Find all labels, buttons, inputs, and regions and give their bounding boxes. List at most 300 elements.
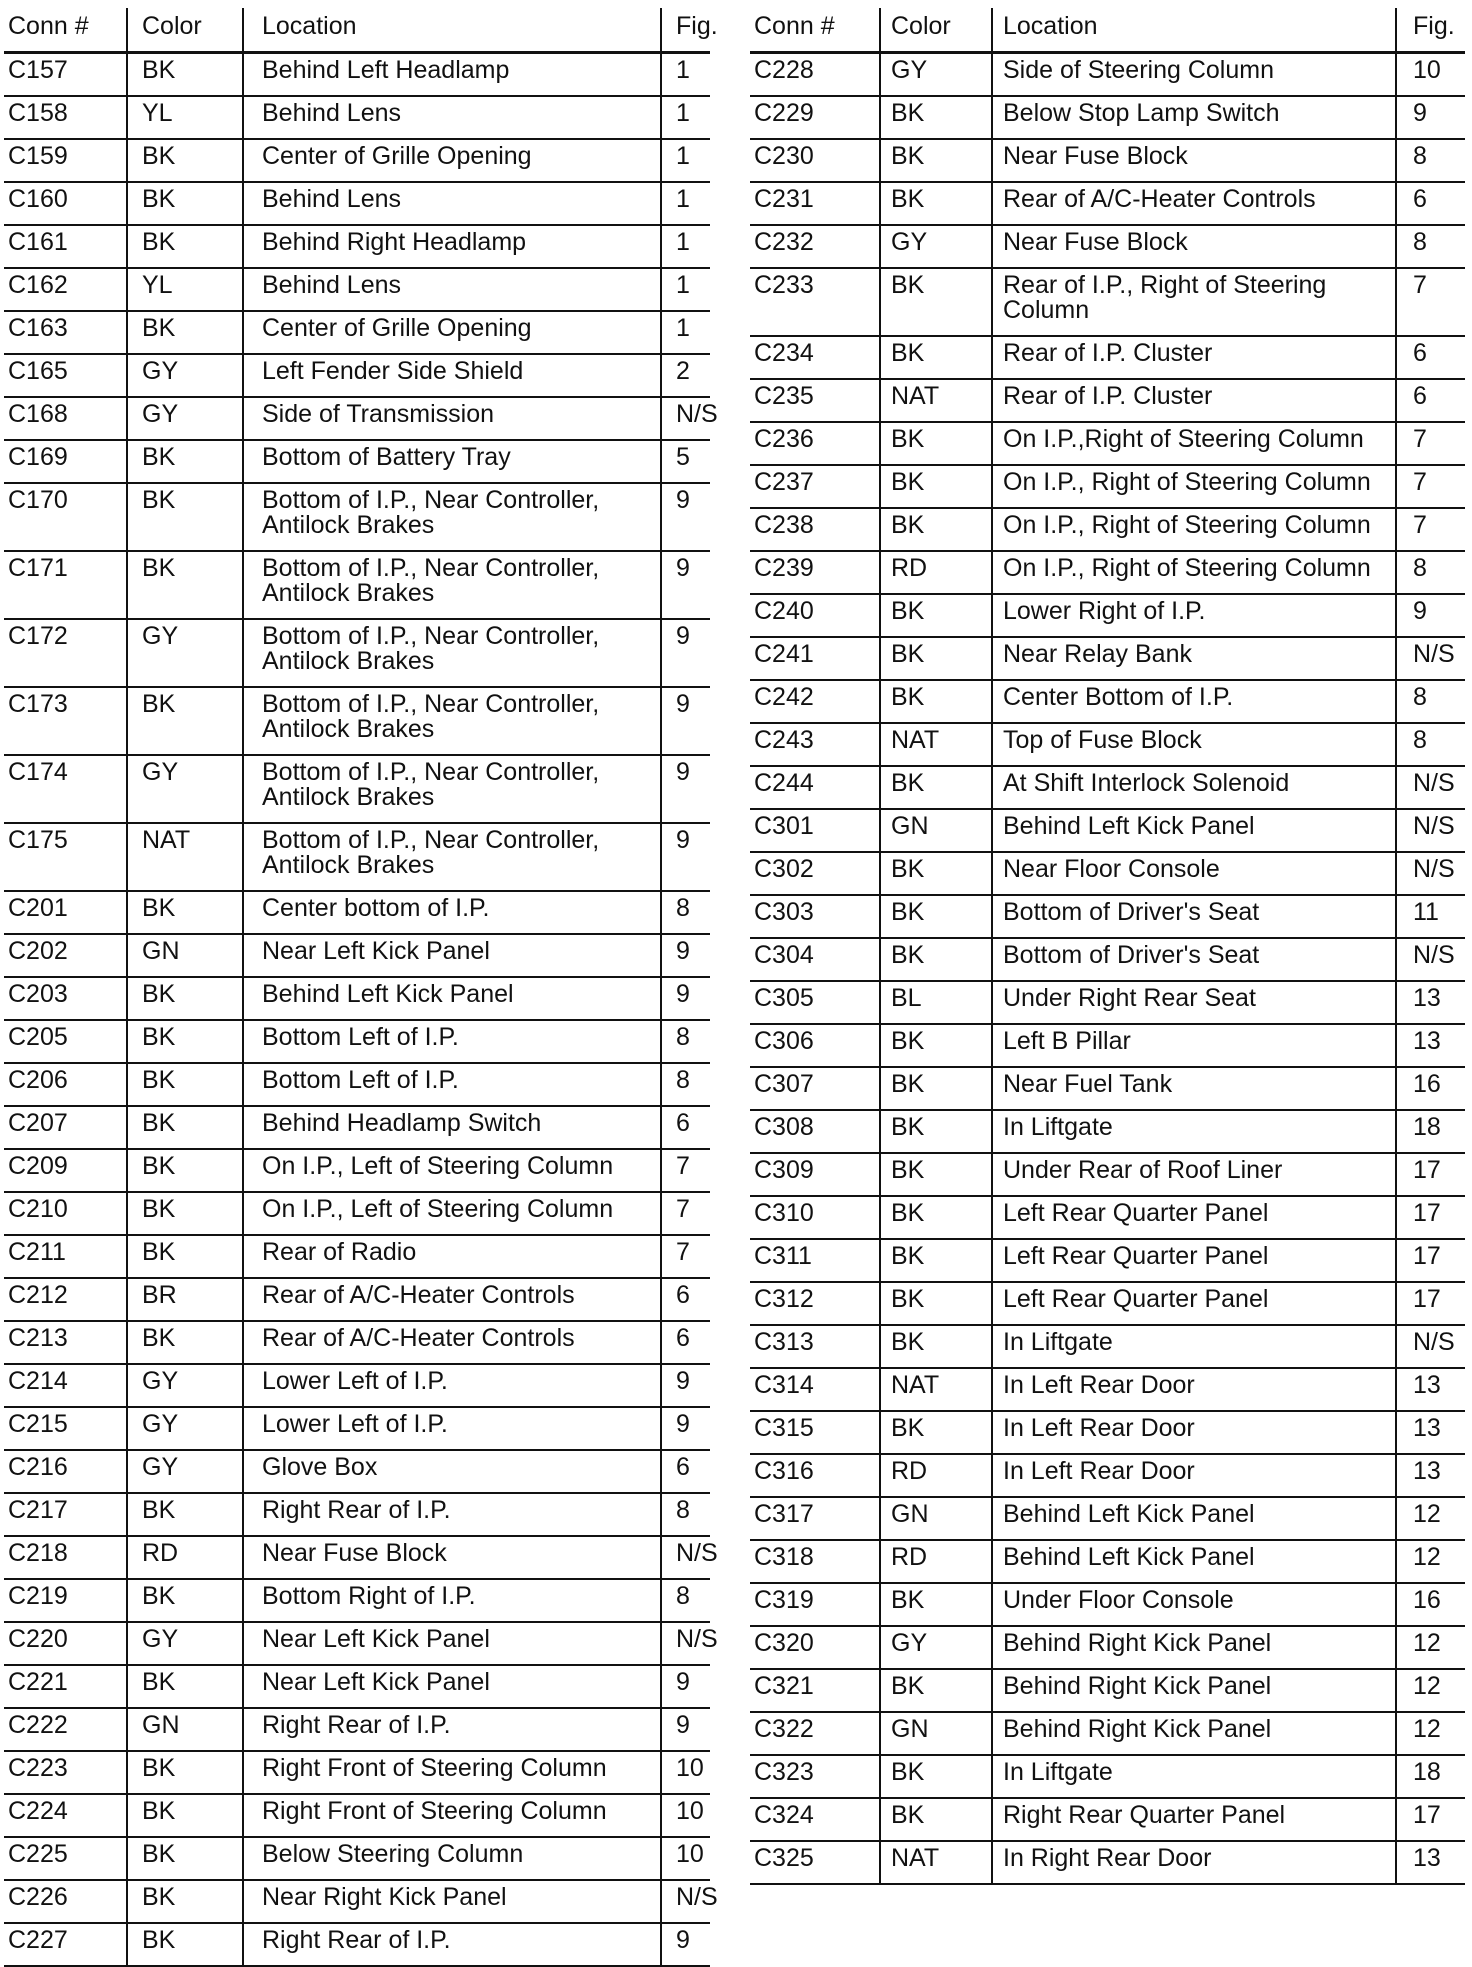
cell-fig: 6: [661, 1321, 710, 1364]
cell-location: Near Fuse Block: [992, 139, 1396, 182]
cell-fig: 9: [661, 1665, 710, 1708]
table-row: [750, 1110, 1465, 1153]
cell-color: BK: [127, 1192, 243, 1235]
cell-color: BK: [880, 508, 992, 551]
cell-location: Behind Left Kick Panel: [992, 1540, 1396, 1583]
table-row: [4, 225, 710, 268]
table-row: [4, 755, 710, 823]
cell-fig: 13: [1396, 1411, 1465, 1454]
table-row: [750, 1368, 1465, 1411]
cell-conn: C158: [4, 96, 127, 139]
cell-color: GY: [880, 225, 992, 268]
cell-conn: C316: [750, 1454, 880, 1497]
cell-fig: 9: [1396, 594, 1465, 637]
table-row: [750, 53, 1465, 97]
cell-location: Center of Grille Opening: [243, 311, 661, 354]
cell-location: Side of Steering Column: [992, 53, 1396, 97]
cell-location: Bottom of Driver's Seat: [992, 938, 1396, 981]
cell-conn: C214: [4, 1364, 127, 1407]
cell-conn: C216: [4, 1450, 127, 1493]
cell-location: Center bottom of I.P.: [243, 891, 661, 934]
cell-conn: C244: [750, 766, 880, 809]
cell-color: BK: [880, 594, 992, 637]
cell-color: GY: [127, 1622, 243, 1665]
cell-conn: C234: [750, 336, 880, 379]
cell-conn: C213: [4, 1321, 127, 1364]
cell-color: GN: [880, 1712, 992, 1755]
cell-conn: C304: [750, 938, 880, 981]
cell-conn: C318: [750, 1540, 880, 1583]
cell-location: Bottom of I.P., Near Controller, Antilock Brakes: [243, 823, 661, 891]
cell-fig: 10: [661, 1837, 710, 1880]
cell-color: RD: [880, 1540, 992, 1583]
cell-color: GN: [880, 1497, 992, 1540]
cell-fig: 1: [661, 96, 710, 139]
table-row: [4, 977, 710, 1020]
cell-location: Center Bottom of I.P.: [992, 680, 1396, 723]
cell-conn: C229: [750, 96, 880, 139]
cell-fig: N/S: [1396, 766, 1465, 809]
cell-color: BK: [127, 687, 243, 755]
cell-color: RD: [880, 551, 992, 594]
table-row: [4, 397, 710, 440]
table-row: [750, 422, 1465, 465]
cell-conn: C231: [750, 182, 880, 225]
cell-fig: 9: [1396, 96, 1465, 139]
table-row: [4, 1192, 710, 1235]
table-row: [4, 483, 710, 551]
connector-table-right: [750, 8, 1465, 1885]
cell-location: Right Rear of I.P.: [243, 1708, 661, 1751]
cell-conn: C310: [750, 1196, 880, 1239]
cell-fig: 12: [1396, 1497, 1465, 1540]
cell-conn: C169: [4, 440, 127, 483]
cell-color: RD: [127, 1536, 243, 1579]
cell-location: Left Fender Side Shield: [243, 354, 661, 397]
cell-color: BL: [880, 981, 992, 1024]
header-fig: Fig.: [1396, 8, 1465, 53]
cell-fig: 9: [661, 483, 710, 551]
cell-conn: C205: [4, 1020, 127, 1063]
cell-conn: C174: [4, 755, 127, 823]
table-row: [750, 1282, 1465, 1325]
table-row: [750, 809, 1465, 852]
table-row: [4, 182, 710, 225]
cell-conn: C321: [750, 1669, 880, 1712]
cell-fig: 8: [1396, 723, 1465, 766]
cell-conn: C302: [750, 852, 880, 895]
cell-fig: 1: [661, 182, 710, 225]
cell-location: Left Rear Quarter Panel: [992, 1239, 1396, 1282]
cell-color: BK: [880, 1110, 992, 1153]
cell-color: BK: [127, 1063, 243, 1106]
cell-location: Rear of I.P., Right of Steering Column: [992, 268, 1396, 336]
cell-color: BK: [880, 1196, 992, 1239]
cell-conn: C210: [4, 1192, 127, 1235]
table-row: [750, 379, 1465, 422]
cell-color: BK: [880, 680, 992, 723]
cell-conn: C222: [4, 1708, 127, 1751]
cell-conn: C314: [750, 1368, 880, 1411]
connector-table-left: [4, 8, 718, 1967]
table-row: [4, 1278, 710, 1321]
cell-location: Right Rear Quarter Panel: [992, 1798, 1396, 1841]
cell-color: GY: [127, 397, 243, 440]
cell-fig: 8: [661, 1579, 710, 1622]
cell-conn: C235: [750, 379, 880, 422]
table-row: [750, 551, 1465, 594]
cell-fig: 12: [1396, 1540, 1465, 1583]
cell-fig: 1: [661, 311, 710, 354]
cell-conn: C223: [4, 1751, 127, 1794]
cell-fig: 2: [661, 354, 710, 397]
cell-color: BK: [880, 1282, 992, 1325]
cell-fig: 16: [1396, 1583, 1465, 1626]
cell-color: BK: [880, 1325, 992, 1368]
cell-location: Left B Pillar: [992, 1024, 1396, 1067]
cell-location: Rear of Radio: [243, 1235, 661, 1278]
cell-fig: 17: [1396, 1153, 1465, 1196]
cell-conn: C170: [4, 483, 127, 551]
table-row: [4, 1063, 710, 1106]
table-row: [750, 1196, 1465, 1239]
cell-conn: C311: [750, 1239, 880, 1282]
cell-fig: 8: [1396, 139, 1465, 182]
cell-fig: N/S: [661, 397, 710, 440]
cell-location: In Liftgate: [992, 1325, 1396, 1368]
cell-conn: C324: [750, 1798, 880, 1841]
cell-conn: C224: [4, 1794, 127, 1837]
table-row: [4, 1837, 710, 1880]
table-row: [4, 1665, 710, 1708]
table-row: [4, 1579, 710, 1622]
cell-fig: 7: [661, 1149, 710, 1192]
cell-conn: C323: [750, 1755, 880, 1798]
cell-fig: 9: [661, 619, 710, 687]
cell-fig: 8: [1396, 680, 1465, 723]
table-row: [750, 182, 1465, 225]
cell-fig: N/S: [661, 1622, 710, 1665]
cell-location: Bottom of I.P., Near Controller, Antilock Brakes: [243, 483, 661, 551]
cell-location: Rear of A/C-Heater Controls: [243, 1321, 661, 1364]
cell-fig: 9: [661, 934, 710, 977]
cell-location: Lower Left of I.P.: [243, 1407, 661, 1450]
cell-conn: C157: [4, 53, 127, 97]
cell-conn: C243: [750, 723, 880, 766]
cell-color: GY: [127, 1364, 243, 1407]
cell-fig: 12: [1396, 1712, 1465, 1755]
cell-fig: 8: [661, 1063, 710, 1106]
cell-conn: C237: [750, 465, 880, 508]
cell-fig: 1: [661, 268, 710, 311]
table-row: [750, 852, 1465, 895]
table-row: [4, 619, 710, 687]
cell-location: Lower Left of I.P.: [243, 1364, 661, 1407]
cell-color: GY: [880, 1626, 992, 1669]
cell-color: BK: [880, 1755, 992, 1798]
cell-location: Behind Right Kick Panel: [992, 1626, 1396, 1669]
cell-conn: C319: [750, 1583, 880, 1626]
table-row: [4, 1622, 710, 1665]
table-row: [4, 1020, 710, 1063]
cell-conn: C165: [4, 354, 127, 397]
table-row: [4, 1106, 710, 1149]
cell-fig: 13: [1396, 1368, 1465, 1411]
cell-fig: 12: [1396, 1669, 1465, 1712]
cell-location: Lower Right of I.P.: [992, 594, 1396, 637]
table-row: [4, 1450, 710, 1493]
cell-conn: C307: [750, 1067, 880, 1110]
cell-location: Bottom of I.P., Near Controller, Antilock Brakes: [243, 755, 661, 823]
cell-color: BK: [127, 891, 243, 934]
cell-color: BK: [127, 1923, 243, 1966]
cell-conn: C313: [750, 1325, 880, 1368]
cell-fig: 5: [661, 440, 710, 483]
table-row: [750, 680, 1465, 723]
cell-conn: C217: [4, 1493, 127, 1536]
cell-location: Left Rear Quarter Panel: [992, 1282, 1396, 1325]
cell-color: BK: [880, 1024, 992, 1067]
cell-location: Near Right Kick Panel: [243, 1880, 661, 1923]
table-row: [4, 1235, 710, 1278]
table-row: [750, 1411, 1465, 1454]
cell-conn: C241: [750, 637, 880, 680]
cell-fig: 12: [1396, 1626, 1465, 1669]
cell-location: Bottom Left of I.P.: [243, 1063, 661, 1106]
table-row: [750, 594, 1465, 637]
cell-location: Center of Grille Opening: [243, 139, 661, 182]
cell-location: Under Right Rear Seat: [992, 981, 1396, 1024]
table-row: [4, 53, 710, 97]
table-row: [4, 551, 710, 619]
table-row: [750, 1024, 1465, 1067]
cell-conn: C240: [750, 594, 880, 637]
cell-fig: N/S: [1396, 1325, 1465, 1368]
cell-conn: C239: [750, 551, 880, 594]
cell-fig: 7: [661, 1192, 710, 1235]
cell-fig: N/S: [1396, 938, 1465, 981]
cell-fig: 6: [1396, 336, 1465, 379]
cell-location: On I.P., Left of Steering Column: [243, 1149, 661, 1192]
cell-color: BK: [880, 1153, 992, 1196]
cell-location: Below Steering Column: [243, 1837, 661, 1880]
cell-fig: 6: [1396, 182, 1465, 225]
cell-conn: C159: [4, 139, 127, 182]
cell-location: Bottom of I.P., Near Controller, Antilock Brakes: [243, 551, 661, 619]
table-row: [4, 268, 710, 311]
cell-location: Rear of I.P. Cluster: [992, 336, 1396, 379]
cell-location: Behind Left Kick Panel: [992, 809, 1396, 852]
cell-color: BK: [127, 182, 243, 225]
cell-conn: C206: [4, 1063, 127, 1106]
table-row: [750, 508, 1465, 551]
cell-fig: 16: [1396, 1067, 1465, 1110]
table-row: [750, 465, 1465, 508]
cell-location: Near Floor Console: [992, 852, 1396, 895]
table-row: [750, 1067, 1465, 1110]
cell-fig: 7: [661, 1235, 710, 1278]
cell-location: Behind Lens: [243, 268, 661, 311]
cell-location: In Liftgate: [992, 1110, 1396, 1153]
table-row: [4, 1493, 710, 1536]
cell-location: Under Floor Console: [992, 1583, 1396, 1626]
cell-location: Side of Transmission: [243, 397, 661, 440]
cell-fig: N/S: [1396, 637, 1465, 680]
cell-conn: C161: [4, 225, 127, 268]
cell-color: BK: [127, 1020, 243, 1063]
cell-conn: C202: [4, 934, 127, 977]
cell-conn: C242: [750, 680, 880, 723]
cell-color: GY: [127, 1407, 243, 1450]
cell-location: Left Rear Quarter Panel: [992, 1196, 1396, 1239]
cell-color: BK: [127, 53, 243, 97]
cell-location: Bottom of Battery Tray: [243, 440, 661, 483]
table-row: [750, 139, 1465, 182]
cell-location: Near Relay Bank: [992, 637, 1396, 680]
cell-location: Behind Lens: [243, 182, 661, 225]
cell-fig: 8: [661, 1020, 710, 1063]
cell-conn: C308: [750, 1110, 880, 1153]
cell-location: Right Rear of I.P.: [243, 1923, 661, 1966]
table-row: [4, 1149, 710, 1192]
cell-conn: C218: [4, 1536, 127, 1579]
cell-color: GN: [880, 809, 992, 852]
cell-location: Right Front of Steering Column: [243, 1794, 661, 1837]
cell-location: Behind Left Kick Panel: [992, 1497, 1396, 1540]
cell-conn: C301: [750, 809, 880, 852]
table-row: [750, 981, 1465, 1024]
cell-location: On I.P., Right of Steering Column: [992, 551, 1396, 594]
table-row: [750, 1239, 1465, 1282]
cell-color: GN: [127, 1708, 243, 1751]
cell-conn: C228: [750, 53, 880, 97]
cell-color: BK: [880, 1583, 992, 1626]
cell-color: BK: [880, 268, 992, 336]
table-row: [750, 96, 1465, 139]
cell-color: NAT: [127, 823, 243, 891]
cell-conn: C207: [4, 1106, 127, 1149]
table-row: [750, 766, 1465, 809]
cell-fig: 9: [661, 1407, 710, 1450]
cell-color: BK: [880, 852, 992, 895]
cell-color: BK: [127, 1794, 243, 1837]
table-row: [750, 1755, 1465, 1798]
cell-location: Near Left Kick Panel: [243, 1622, 661, 1665]
cell-conn: C230: [750, 139, 880, 182]
cell-location: Behind Lens: [243, 96, 661, 139]
cell-location: In Left Rear Door: [992, 1368, 1396, 1411]
cell-conn: C238: [750, 508, 880, 551]
table-row: [4, 823, 710, 891]
cell-conn: C171: [4, 551, 127, 619]
cell-location: Behind Right Kick Panel: [992, 1669, 1396, 1712]
table-row: [4, 139, 710, 182]
cell-color: BK: [127, 440, 243, 483]
cell-color: BK: [127, 977, 243, 1020]
cell-location: Near Left Kick Panel: [243, 1665, 661, 1708]
cell-fig: 6: [1396, 379, 1465, 422]
cell-fig: 6: [661, 1450, 710, 1493]
cell-location: Near Fuel Tank: [992, 1067, 1396, 1110]
cell-conn: C221: [4, 1665, 127, 1708]
cell-color: BK: [127, 1837, 243, 1880]
table-row: [750, 1712, 1465, 1755]
cell-location: In Left Rear Door: [992, 1454, 1396, 1497]
cell-location: Glove Box: [243, 1450, 661, 1493]
cell-fig: 9: [661, 823, 710, 891]
cell-fig: 9: [661, 1708, 710, 1751]
cell-color: BK: [127, 551, 243, 619]
cell-fig: 6: [661, 1278, 710, 1321]
table-row: [750, 723, 1465, 766]
cell-fig: 9: [661, 1923, 710, 1966]
cell-location: Right Rear of I.P.: [243, 1493, 661, 1536]
table-row: [4, 1708, 710, 1751]
table-row: [4, 1794, 710, 1837]
cell-conn: C211: [4, 1235, 127, 1278]
cell-color: BK: [127, 225, 243, 268]
table-row: [750, 1497, 1465, 1540]
cell-location: Behind Left Headlamp: [243, 53, 661, 97]
cell-fig: 13: [1396, 1454, 1465, 1497]
cell-color: BK: [880, 422, 992, 465]
cell-location: Behind Right Headlamp: [243, 225, 661, 268]
cell-conn: C226: [4, 1880, 127, 1923]
cell-location: Rear of A/C-Heater Controls: [992, 182, 1396, 225]
cell-color: BK: [880, 1411, 992, 1454]
table-row: [4, 1923, 710, 1966]
cell-fig: 9: [661, 1364, 710, 1407]
cell-color: GY: [127, 755, 243, 823]
table-row: [750, 336, 1465, 379]
cell-fig: 10: [1396, 53, 1465, 97]
cell-color: NAT: [880, 1841, 992, 1884]
cell-location: On I.P.,Right of Steering Column: [992, 422, 1396, 465]
cell-fig: 9: [661, 755, 710, 823]
cell-conn: C175: [4, 823, 127, 891]
table-header-row: [4, 8, 710, 53]
table-row: [4, 1751, 710, 1794]
table-row: [750, 1669, 1465, 1712]
table-row: [4, 440, 710, 483]
cell-color: BK: [880, 336, 992, 379]
cell-fig: 9: [661, 551, 710, 619]
cell-color: BK: [880, 938, 992, 981]
cell-conn: C312: [750, 1282, 880, 1325]
cell-color: YL: [127, 96, 243, 139]
cell-color: RD: [880, 1454, 992, 1497]
cell-fig: 7: [1396, 422, 1465, 465]
cell-location: Below Stop Lamp Switch: [992, 96, 1396, 139]
cell-color: YL: [127, 268, 243, 311]
cell-location: Rear of A/C-Heater Controls: [243, 1278, 661, 1321]
cell-color: BK: [127, 1106, 243, 1149]
cell-color: BK: [127, 139, 243, 182]
cell-location: Right Front of Steering Column: [243, 1751, 661, 1794]
cell-fig: 1: [661, 225, 710, 268]
cell-fig: N/S: [661, 1880, 710, 1923]
cell-conn: C168: [4, 397, 127, 440]
cell-conn: C236: [750, 422, 880, 465]
cell-color: BK: [127, 1751, 243, 1794]
cell-conn: C201: [4, 891, 127, 934]
cell-color: GY: [127, 619, 243, 687]
cell-color: GY: [127, 1450, 243, 1493]
cell-color: BK: [127, 1149, 243, 1192]
cell-fig: 18: [1396, 1110, 1465, 1153]
table-row: [4, 934, 710, 977]
table-header-row: [750, 8, 1465, 53]
